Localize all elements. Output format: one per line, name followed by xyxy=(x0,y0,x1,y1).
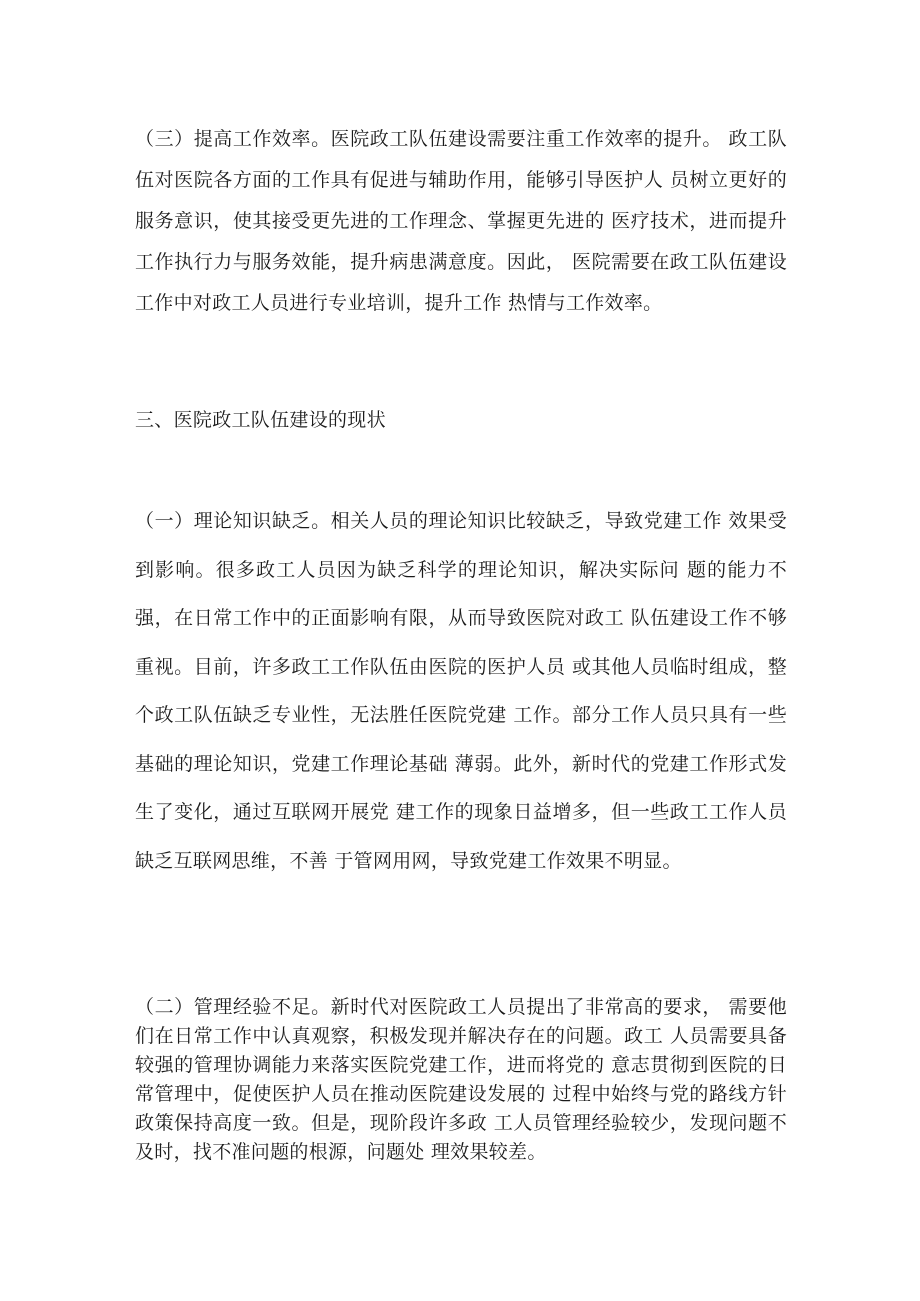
paragraph-improve-efficiency: （三）提高工作效率。医院政工队伍建设需要注重工作效率的提升。 政工队伍对医院各方面的工作具有促进与辅助作用，能够引导医护人 员树立更好的服务意识，使其接受更先进的工作理念、掌握更先进的 医疗技术，进而提升工作执行力与服务效能，提升病患满意度。因此， 医院需要在政工队伍建设工作中对政工人员进行专业培训，提升工作 热情与工作效率。 xyxy=(135,128,787,314)
paragraph-lack-of-theory: （一）理论知识缺乏。相关人员的理论知识比较缺乏，导致党建工作 效果受到影响。很多政工人员因为缺乏科学的理论知识，解决实际问 题的能力不强，在日常工作中的正面影响有限，从而导致医院对政工 队伍建设工作不够重视。目前，许多政工工作队伍由医院的医护人员 或其他人员临时组成，整个政工队伍缺乏专业性，无法胜任医院党建 工作。部分工作人员只具有一些基础的理论知识，党建工作理论基础 薄弱。此外，新时代的党建工作形式发生了变化，通过互联网开展党 建工作的现象日益增多，但一些政工工作人员缺乏互联网思维，不善 于管网用网，导致党建工作效果不明显。 xyxy=(135,510,787,872)
paragraph-lack-of-management-experience: （二）管理经验不足。新时代对医院政工人员提出了非常高的要求， 需要他们在日常工作中认真观察，积极发现并解决存在的问题。政工 人员需要具备较强的管理协调能力来落实医院党建工作，进而将党的 意志贯彻到医院的日常管理中，促使医护人员在推动医院建设发展的 过程中始终与党的路线方针政策保持高度一致。但是，现阶段许多政 工人员管理经验较少，发现问题不及时，找不准问题的根源，问题处 理效果较差。 xyxy=(135,996,787,1163)
section-heading-current-status: 三、医院政工队伍建设的现状 xyxy=(135,409,386,431)
